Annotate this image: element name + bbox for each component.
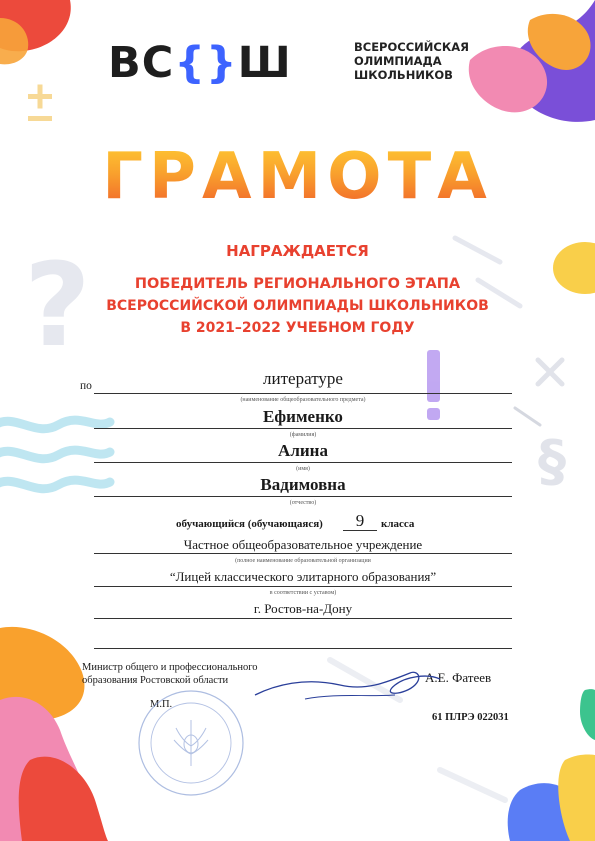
award-line-2: ВСЕРОССИЙСКОЙ ОЛИМПИАДЫ ШКОЛЬНИКОВ bbox=[106, 298, 489, 314]
surname-caption: (фамилия) bbox=[289, 432, 317, 438]
official-stamp bbox=[136, 688, 246, 798]
org-value-2: “Лицей классического элитарного образования” bbox=[169, 569, 437, 584]
stamp-mp-label: М.П. bbox=[150, 699, 173, 710]
surname-value: Ефименко bbox=[263, 407, 343, 426]
logo-mark-right: Ш bbox=[237, 38, 292, 88]
city-line bbox=[94, 618, 512, 619]
small-slash-icon bbox=[515, 408, 540, 425]
subject-value: литературе bbox=[263, 369, 343, 388]
olympiad-logo bbox=[108, 38, 488, 88]
section-sign-icon: § bbox=[538, 429, 566, 494]
logo-mark-left: ВС bbox=[108, 38, 175, 88]
logo-mark-brackets: {} bbox=[174, 38, 238, 88]
name-line bbox=[94, 462, 512, 463]
deco-blob-red-bottomleft bbox=[19, 757, 108, 841]
logo-text-line2: ОЛИМПИАДА bbox=[354, 54, 442, 68]
patronymic-value: Вадимовна bbox=[260, 475, 346, 494]
signer-position-line1: Министр общего и профессионального bbox=[82, 662, 258, 673]
subject-line bbox=[94, 393, 512, 394]
student-label: обучающийся (обучающаяся) bbox=[176, 518, 323, 530]
patronymic-caption: (отчество) bbox=[289, 500, 317, 506]
name-caption: (имя) bbox=[296, 466, 310, 472]
org-caption-2: в соответствии с уставом) bbox=[269, 590, 337, 596]
subject-prefix: по bbox=[80, 380, 92, 392]
eagle-emblem-icon bbox=[174, 720, 208, 766]
awarded-heading: НАГРАЖДАЕТСЯ bbox=[226, 242, 369, 260]
surname-line bbox=[94, 428, 512, 429]
logo-text-line1: ВСЕРОССИЙСКАЯ bbox=[354, 40, 469, 54]
signer-position-line2: образования Ростовской области bbox=[82, 675, 229, 686]
org-caption-1: (полное наименование образовательной организации bbox=[235, 558, 371, 564]
subject-caption: (наименование общеобразовательного предмета) bbox=[240, 397, 366, 403]
logo-text-line3: ШКОЛЬНИКОВ bbox=[354, 68, 453, 82]
blank-line bbox=[94, 648, 512, 649]
question-mark-icon: ? bbox=[24, 239, 91, 373]
deco-blob-green-bottomright bbox=[580, 689, 595, 740]
org-line-2 bbox=[94, 586, 512, 587]
grade-label: класса bbox=[381, 518, 415, 530]
org-line-1 bbox=[94, 553, 512, 554]
city-value: г. Ростов-на-Дону bbox=[253, 601, 353, 616]
signer-name: А.Е. Фатеев bbox=[425, 670, 492, 685]
patronymic-line bbox=[94, 496, 512, 497]
name-value: Алина bbox=[278, 441, 328, 460]
certificate-title: ГРАМОТА bbox=[0, 140, 595, 214]
logo-mark bbox=[108, 38, 292, 88]
grade-value: 9 bbox=[355, 511, 365, 530]
award-line-3: В 2021–2022 УЧЕБНОМ ГОДУ bbox=[180, 320, 415, 336]
cross-icon bbox=[538, 360, 562, 384]
handwritten-signature bbox=[245, 655, 445, 710]
org-value-1: Частное общеобразовательное учреждение bbox=[183, 537, 423, 552]
logo-text bbox=[354, 40, 469, 82]
award-line-1: ПОБЕДИТЕЛЬ РЕГИОНАЛЬНОГО ЭТАПА bbox=[134, 276, 461, 292]
plus-minus-icon bbox=[28, 85, 52, 122]
serial-number: 61 ПЛРЭ 022031 bbox=[432, 712, 509, 723]
